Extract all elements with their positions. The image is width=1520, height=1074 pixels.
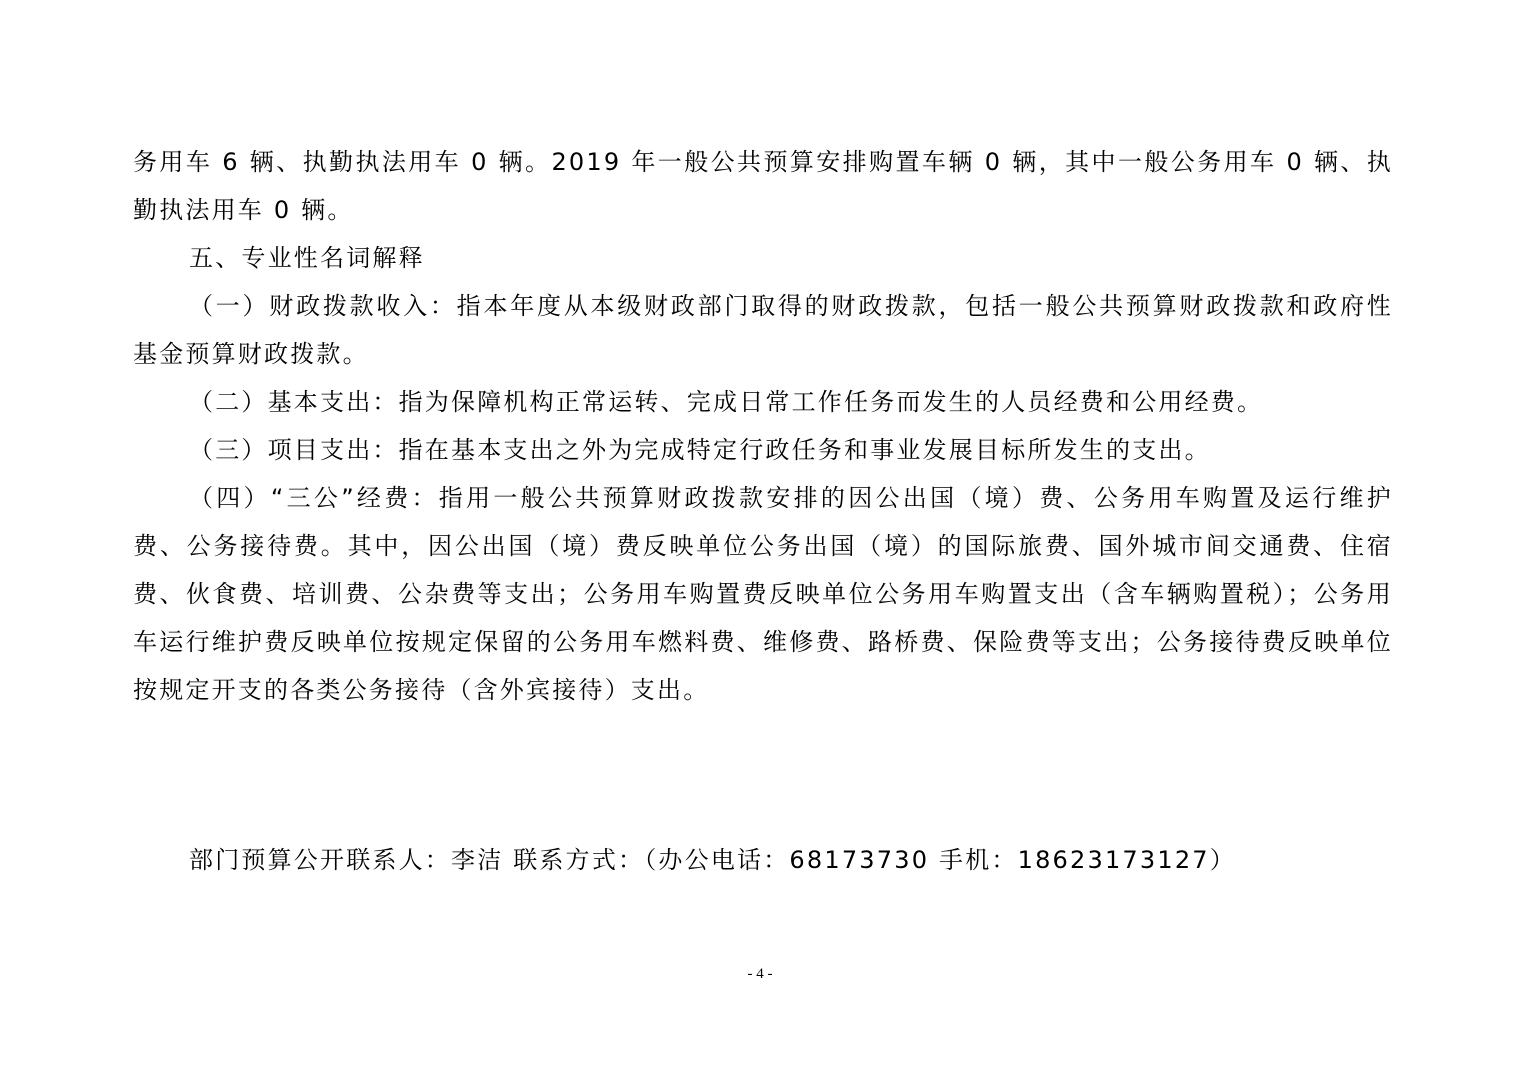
- paragraph-term-fiscal-allocation-income: （一）财政拨款收入：指本年度从本级财政部门取得的财政拨款，包括一般公共预算财政拨款和政府性基金预算财政拨款。: [133, 292, 1393, 368]
- section-five-heading: 五、专业性名词解释: [189, 244, 425, 272]
- page-number: - 4 -: [747, 966, 773, 982]
- paragraph-term-project-expenditure: （三）项目支出：指在基本支出之外为完成特定行政任务和事业发展目标所发生的支出。: [189, 436, 1211, 464]
- paragraph-term-three-public-expenses: （四）“三公”经费：指用一般公共预算财政拨款安排的因公出国（境）费、公务用车购置及运行维护费、公务接待费。其中，因公出国（境）费反映单位公务出国（境）的国际旅费、国外城市间交通费、住宿费、伙食费、培训费、公杂费等支出；公务用车购置费反映单位公务用车购置支出（含车辆购置税）；公务用车运行维护费反映单位按规定保留的公务用车燃料费、维修费、路桥费、保险费等支出；公务接待费反映单位按规定开支的各类公务接待（含外宾接待）支出。: [133, 484, 1393, 704]
- paragraph-term-basic-expenditure: （二）基本支出：指为保障机构正常运转、完成日常工作任务而发生的人员经费和公用经费。: [189, 388, 1264, 416]
- paragraph-vehicle-continuation: 务用车 6 辆、执勤执法用车 0 辆。2019 年一般公共预算安排购置车辆 0 辆，其中一般公务用车 0 辆、执勤执法用车 0 辆。: [133, 148, 1393, 224]
- document-body: [133, 138, 1393, 714]
- budget-contact-line: 部门预算公开联系人：李洁 联系方式：（办公电话：68173730 手机：18623173127）: [189, 846, 1236, 874]
